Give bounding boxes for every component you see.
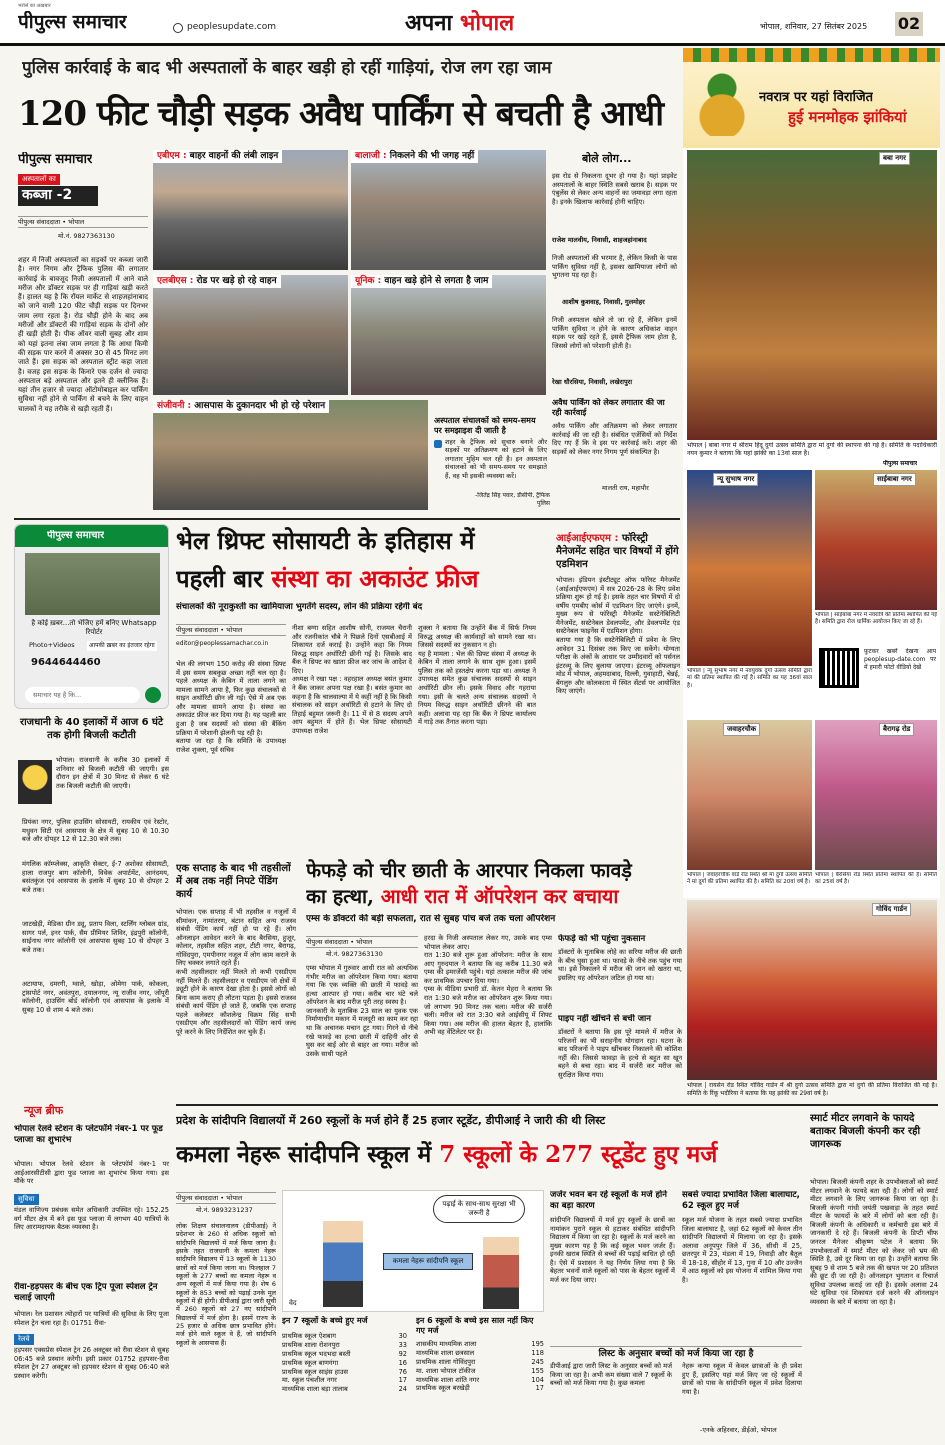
aiims-byline: पीपुल्स संवाददाता • भोपाल [306,936,418,948]
student-count: 17 [398,1376,407,1385]
quote-3-name: रेखा धौरसिया, निवासी, लखेरापुरा [552,378,633,386]
aiims-side-text-2: डॉक्टरों ने बताया कि इस पूरे मामले में मरीज के परिजनों का भी सराहनीय योगदान रहा। घटना के बाद परिजनों ने पाइप खींचकर निकालने की कोशिश नहीं की। जिससे फावड़ा के हत्थे से बहुत सा खून बहने से बचा रहा। बाद में सर्जरी कर मरीज को सुरक्षित किया गया। [558,1028,682,1079]
quote-2-name: आशीष कुशवाह, निवासी, गुलमोहर [562,298,645,306]
photo-tag-2: न्यू सुभाष नगर [713,473,758,486]
brief-1-text: भोपाल। भोपाल रेलवे स्टेशन के प्लेटफॉर्म नंबर-1 पर आईआरसीटीसी द्वारा फूड प्लाजा का शुभारंभ किया गया। इस मौके पर [14,1160,169,1186]
series-title: अस्पतालों का [18,174,60,185]
photo-caption-4: भोपाल | जवाहरचौक वार्ड रोड स्थित श्री मां दुर्गा उत्सव समिति ने मां दुर्गा की प्रतिमा स्थापित की है। समिति का 20वां वर्ष है। [687,872,812,886]
lbs-photo [153,275,348,395]
brief-2-text: भोपाल। रेल प्रशासन त्योहारों पर यात्रियों की सुविधा के लिए पूजा स्पेशल ट्रेन चला रहा है। 01751 रीवा- [14,1310,169,1327]
photo-caption-6: भोपाल | रायसेन रोड स्थित गोविंद गार्डन में श्री दुर्गा उत्सव समिति द्वारा मां दुर्गा की प्रतिमा विराजित की गई है। समिति के रिंकू भदौरिया ने बताया कि यह झांकी का 29वां वर्ष है। [687,1082,937,1097]
photo-tag-3: साईबाबा नगर [873,473,916,486]
quote-1-name: राजेश मालवीय, निवासी, शाहजहांनाबाद [552,236,647,244]
list-text: डीपीआई द्वारा जारी लिस्ट के अनुसार बच्चों को मर्ज किया जा रहा है। अभी कम संख्या वाले 7 स्कूलों के बच्चों को मर्ज किया गया है। कुछ कमला [550,1362,672,1388]
not-merged-list [416,1316,544,1441]
school-byline: पीपुल्स संवाददाता • भोपाल [176,1192,276,1204]
balaji-caption: बालाजी : निकलने की भी जगह नहीं [351,150,478,163]
not-merged-row [416,1349,544,1358]
durga-photo-1 [687,150,937,440]
bhel-sub: संचालकों की नूराकुश्ती का खामियाजा भुगतेंगे सदस्य, लोन की प्रक्रिया रहेगी बंद [176,602,423,612]
photo-caption-1: भोपाल | बाबा नगर में श्रीराम हिंदू दुर्गा उत्सव समिति द्वारा मां दुर्गा की स्थापना की गई है। समिति के पदाधिकारी नयन कुमार ने बताया कि यहां झांकी का 13वां साल है। [687,442,937,458]
merged-row [282,1332,407,1341]
school-mobile: मो.नं. 9893231237 [196,1206,253,1214]
side-name: -जितेंद्र सिंह पवार, डीसीपी, ट्रैफिक पुलिस [475,492,550,507]
aiims-side-head-2: पाइप नहीं खींचने से बची जान [558,1014,651,1024]
cartoon [282,1190,544,1312]
jarjar-head: जर्जर भवन बन रहे स्कूलों के मर्ज होने का बड़ा कारण [550,1190,667,1211]
photo-caption-5: भोपाल | बैरसिया रोड स्थित प्रतिमा स्थापित की है। समिति का 25वां वर्ष है। [815,872,937,886]
student-count: 16 [398,1358,407,1367]
balaji-photo [351,150,546,270]
cartoon-sign: कमला नेहरू सांदीपनि स्कूल [383,1253,473,1270]
whatsapp-caption: है कोई ख़बर...तो भेजिए हमें बनिए Whatsapp रिपोर्टर [31,619,157,637]
lead-headline: 120 फीट चौड़ी सड़क अवैध पार्किंग से बचती है आधी [18,94,663,134]
photo-tag-4: जवाहरचौक [723,723,760,736]
mic-icon[interactable] [145,687,161,703]
durga-photo-2 [687,470,812,666]
aiims-headline-2: का हत्था, आधी रात में ऑपरेशन कर बचाया [306,885,619,908]
school-name: प्राथमिक स्कूल ऐशबाग [282,1332,336,1340]
not-merged-row [416,1358,544,1367]
divider-2 [176,1104,938,1106]
whatsapp-field-1: Photo+Videos [29,641,75,649]
aiims-col-1: एम्स भोपाल में गुरुवार आधी रात को अत्यधिक गंभीर मरीज का ऑपरेशन किया गया। बताया गया कि एक व्यक्ति की छाती में फावड़े का हत्था आरपार हो गया। करीब चार घंटे चले ऑपरेशन के बाद मरीज पूरी तरह स्वस्थ है। जानकारी के मुताबिक 23 साल का युवक एक निर्माणाधीन मकान में मजदूरी का काम कर रहा था कि अचानक मचान टूट गया। गिरने से नीचे रखे फावड़े का हत्था छाती में दाहिनी ओर से घुस कर बाईं ओर से बाहर आ गया। मरीज को उसके साथी पहले [306,964,418,1058]
logo-tagline: भरोसे का अख़बार [18,3,51,9]
masthead [0,0,945,46]
lead-kicker: पुलिस कार्रवाई के बाद भी अस्पतालों के बाहर खड़ी हो रहीं गाड़ियां, रोज लग रहा जाम [22,58,552,78]
student-count: 92 [398,1349,407,1358]
quote-3: निजी अस्पताल खोले तो जा रहे हैं, लेकिन इनमें पार्किंग सुविधा न होने के कारण अधिकांश वाहन सड़क पर खड़े रहते हैं, इससे ट्रैफिक जाम होता है, जिससे लोगों को परेशानी होती है। [552,316,677,350]
bhel-col-3: शुक्ला ने बताया कि उन्होंने बैंक में सिर्फ नियम विरुद्ध अध्यक्ष की कार्यवाहों को सामने रखा था। जिससे सदस्यों का नुकसान न हो। यह है मामला : भेल की थ्रिफ्ट संस्था में अध्यक्ष के केबिन में ताला लगाने के साथ शुरू हुआ। इसमें पुलिस तक को हस्तक्षेप करना पड़ा था। अध्यक्ष ने उपाध्यक्ष समेत कुछ संचालक सदस्यों से साइन अथॉरिटी छीन ली। इसके विवाद और गहराया गया। इसी के चलते अन्य संचालक सदस्यों ने नियम विरुद्ध साइन अथॉरिटी छीनने की बात कही। अलावा यह रहा कि बैंक ने थ्रिफ्ट कार्यालय में गाड़े तक तैनात करना पड़ा। [418,624,536,727]
aiims-mobile: मो.नं. 9827363130 [326,950,383,958]
side-head: अस्पताल संचालकों को समय-समय पर समझाइश दी जाती है [434,416,536,435]
qr-code[interactable] [819,648,859,688]
navratri-title-a: नवरात्र पर यहां विराजित [759,90,874,105]
globe-icon [173,23,183,33]
school-name: माध्यमिक शाला शांति नगर [416,1375,480,1384]
school-name: प्राथमिक स्कूल साइंस हाउस [282,1367,348,1376]
unique-caption: यूनिक : वाहन खड़े होने से लगता है जाम [351,275,492,288]
not-merged-list-items [416,1340,544,1393]
illegal-head: अवैध पार्किंग को लेकर लगातार की जा रही कार्रवाई [552,398,665,417]
news-brief-label: न्यूज ब्रीफ [24,1104,64,1117]
tehsil-headline: एक सप्ताह के बाद भी तहसीलों में अब तक नहीं निपटे पेंडिंग कार्य [176,863,291,900]
whatsapp-logo: पीपुल्स समाचार [47,530,105,541]
list-name: -एनके अहिरवार, डीईओ, भोपाल [700,1426,777,1434]
balaghat-head: सबसे ज्यादा प्रभावित जिला बालाघाट, 62 स्कूल हुए मर्ज [682,1190,800,1211]
student-count: 33 [398,1340,407,1349]
merged-list [282,1316,407,1441]
illegal-name: मालती राय, महापौर [602,484,649,492]
power-headline: राजधानी के 40 इलाकों में आज 6 घंटे तक होगी बिजली कटौती [19,717,164,741]
iifm-body: भोपाल। इंडियन इंस्टीट्यूट ऑफ फॉरेस्ट मैनेजमेंट (आईआईएफएम) में सत्र 2026-28 के लिए प्रवेश प्रक्रिया शुरू हो गई है। इसके तहत चार विषयों में दो वर्षीय एमबीए कोर्स में एडमिशन दिए जाएंगे। इनमें, मुख्य रूप से फॉरेस्ट्री मैनेजमेंट सस्टेनेबिलिटी मैनेजमेंट, सस्टेनेबल डेवलपमेंट, और डेवलपमेंट एंड सस्टेनेबल फाइनेंस में एडमिशन होगा। बताया गया है कि सस्टेनेबिलिटी में प्रवेश के लिए आवेदन 31 दिसंबर तक किए जा सकेंगे। योग्यता परीक्षा के अंकों के आधार पर उम्मीदवारों को पर्सनल इंटरव्यू के लिए बुलाया जाएगा। इंटरव्यू ऑफलाइन मोड में भोपाल, अहमदाबाद, दिल्ली, गुवाहाटी, चेन्नई, बेंगलुरु और कोलकाता में स्थित सेंटर्स पर आयोजित किए जाएंगे। [556,576,680,696]
aiims-col-2: हरदा के निजी अस्पताल लेकर गए, उसके बाद एम्स भोपाल लेकर आए। रात 1:30 बजे शुरू हुआ ऑपरेशन: मरीज के साथ आए गुरुदयाल ने बताया कि वह करीब 11.30 बजे एम्स की इमरजेंसी पहुंचे। यहां तत्काल मरीज की जांच कर प्राथमिक उपचार दिया गया। एम्स के मीडिया प्रभारी डॉ. केतन मेहरा ने बताया कि रात 1:30 बजे मरीज का ऑपरेशन शुरू किया गया। जो लगभग 90 मिनट तक चला। मरीज की सर्जरी चली। मरीज को रात 3:30 बजे आईसीयू में शिफ्ट किया गया। अब मरीज की हालत बेहतर है, हालांकि अभी वह वेंटिलेटर पर है। [424,934,552,1037]
not-merged-row [416,1376,544,1385]
cartoon-signature: वेद [289,1299,297,1307]
sanjeevani-caption: संजीवनी : आसपास के दुकानदार भी हो रहे परेशान [153,400,329,413]
series-box [18,150,148,254]
student-count: 24 [398,1385,407,1394]
newspaper-logo: पीपुल्स समाचार [18,11,127,33]
school-name: माध्यमिक शाला छत्रसाल [416,1348,475,1357]
quote-icon [434,440,442,448]
lead-byline: पीपुल्स संवाददाता • भोपाल [18,216,148,228]
power-list [14,818,169,1088]
photo-tag-1: बबा नगर [879,152,910,165]
section-title-b: भोपाल [459,10,515,36]
not-merged-row [416,1384,544,1393]
website-link[interactable]: peoplesupdate.com [187,22,276,32]
abm-photo [153,150,348,270]
cartoon-figure-1 [323,1221,363,1307]
durga-photo-6 [687,900,937,1080]
durga-photo-3 [815,470,937,610]
iifm-headline: आईआईएफएम : फॉरेस्ट्री मैनेजमेंट सहित चार विषयों में होंगे एडमिशन [556,533,679,570]
list-head: लिस्ट के अनुसार बच्चों को मर्ज किया जा रहा है [550,1346,802,1360]
power-item-4: अटायाफ, दमरगी, ग्वाले, खोड़ा, ओमेगा पार्क, कोकला, ट्रांसपोर्ट नगर, अवंतपुरा, दयालनगर, न्यू राजीव नगर, जोंपूरी कॉलोनी, हाउसिंग बोर्ड कॉलोनी एवं आसपास के इलाके में सुबह 10 से शाम 4 बजे तक। [22,980,169,1014]
unique-photo [351,275,546,395]
side-text: शहर के ट्रैफिक को सुचारु बनाने और सड़कों पर अतिक्रमण को हटाने के लिए लगातार मुहिम चल रही है। इन अस्पताल संचालकों को भी समय-समय पर समझाते हैं, वह भी इसकी व्यवस्था करें। [445,438,547,480]
not-merged-row [416,1367,544,1376]
dateline: भोपाल, शनिवार, 27 सितंबर 2025 [760,22,868,31]
student-count: 17 [535,1384,544,1393]
photo-tag-5: बैरागढ़ रोड [879,723,914,736]
brief-2-headline: रीवा-हड़पसर के बीच एक ट्रिप पूजा स्पेशल ट्रेन चलाई जाएगी [14,1282,158,1303]
aiims-headline-1: फेफड़े को चीर छाती के आरपार निकला फावड़े [306,859,632,882]
durga-photo-5 [815,720,937,870]
power-item-2: मंगलिक कॉम्प्लेक्स, आकृति सेक्टर, ई-7 अशोका सोसायटी, हाला राजपुर बाग कॉलोनी, विवेक अपार्टमेंट, आनंदमय, बसंतकुंज एवं आसपास के इलाके में सुबह 10 से दोपहर 2 बजे तक। [22,860,169,894]
school-name: मा. स्कूल पंचशील नगर [282,1376,337,1385]
school-name: प्राथमिक शाला रोशनपुरा [282,1340,340,1349]
student-count: 195 [531,1340,544,1348]
section-title-a: अपना [405,10,453,36]
bulb-icon [18,760,52,804]
school-name: प्राथमिक स्कूल भदभदा बस्ती [282,1349,351,1358]
brief-1-headline: भोपाल रेलवे स्टेशन के प्लेटफॉर्म नंबर-1 पर फूड प्लाजा का शुभारंभ [14,1124,163,1145]
balaghat-text: स्कूल मर्ज योजना के तहत सबसे ज्यादा प्रभावित जिला बालाघाट है, जहां 62 स्कूलों को केवल तीन सांदीपनि विद्यालयों में मिलाया जा रहा है। इसके अलावा अनूपपुर जिले में 36, सीधी में 25, छतरपुर में 23, मंडला में 19, निवाड़ी और बैतूल में 18-18, सीहोर में 13, गुना में 10 और उज्जैन में आठ स्कूलों को इस योजना में शामिल किया गया है। [682,1216,802,1284]
not-merged-row [416,1340,544,1349]
bhel-email: editor@peoplessamachar.co.in [176,640,269,647]
merged-row [282,1341,407,1350]
school-name: मा. शाला भोपाल टॉकीज [416,1366,476,1375]
bhel-col-1: भेल की लगभग 150 करोड़ की संस्था थ्रिफ्ट में इस समय सबकुछ अच्छा नहीं चल रहा है। पहले अध्यक्ष के केबिन में ताला लगने का मामला सामने आया है, फिर कुछ संचालकों से साइन अथॉरिटी छीन ली गई। ऐसे में अब एक और मामला सामने आया है। संस्था का अकाउंट फ्रीज कर दिया गया है। यह पहली बार हुआ है जब सदस्यों को संस्था की बैंकिंग प्रक्रिया में परेशानी झेलनी पड़ रही है। बताया जा रहा है कि समिति के उपाध्यक्ष राजेश शुक्ला, पूर्व सचिव [176,660,286,754]
smart-headline: स्मार्ट मीटर लगवाने के फायदे बताकर बिजली कंपनी कर रही जागरूक [810,1113,921,1150]
school-name: प्राथमिक स्कूल बाणगंगा [282,1358,339,1367]
student-count: 118 [531,1348,544,1357]
merged-row [282,1359,407,1368]
sanjeevani-photo [153,400,428,510]
aiims-sub: एम्स के डॉक्टरों की बड़ी सफलता, रात से सुबह पांच बजे तक चला ऑपरेशन [306,914,556,924]
smart-body: भोपाल। बिजली कंपनी शहर के उपभोक्ताओं को स्मार्ट मीटर लगवाने के फायदे बता रही है। लोगों को स्मार्ट मीटर लगवाने के लिए जागरूक किया जा रहा है। बिजली कंपनी गांधी जयंती पखवाड़ा के तहत स्मार्ट मीटर के फायदों के बारे में लोगों को बता रही है। बिजली कंपनी के अधिकारी व कर्मचारी इस बारे में जानकारी दे रहे हैं। बिजली कंपनी के डिप्टी चीफ जनरल मैनेजर श्रीकृष्ण पटेल ने बताया कि उपभोक्ताओं में स्मार्ट मीटर को लेकर जो भ्रम की स्थिति है, उसे दूर किया जा रहा है। उन्होंने बताया कि सुबह 9 से शाम 5 बजे तक की खपत पर 20 प्रतिशत की छूट दी जा रही है। ऑनलाइन भुगतान व रिचार्ज सुविधा उपलब्ध कराई जा रही है। इसके अलावा 24 घंटे सुविधा एवं शिकायत दर्ज करने की ऑनलाइन व्यवस्था के बारे में बताया जा रहा है। [810,1178,938,1306]
lead-mobile: मो.नं. 9827363130 [58,232,115,240]
quote-1: इस रोड से निकलना दूभर हो गया है। यहां प्राइवेट अस्पतालों के बाहर स्थिति सबसे खराब है। सड़क पर एंबुलेंस से लेकर अन्य वाहनों का जमावड़ा लगा रहता है। इनके खिलाफ कार्रवाई होनी चाहिए। [552,172,677,206]
quote-2: निजी अस्पतालों की भरमार है, लेकिन किसी के पास पार्किंग सुविधा नहीं है, इसका खामियाजा लोगों को भुगतना पड़ रहा है। [552,254,677,280]
student-count: 76 [398,1367,407,1376]
brief-1-tag: सुविधा [14,1194,39,1205]
series-logo: पीपुल्स समाचार [18,152,93,167]
brief-2-text-b: हड़पसर एक्सप्रेस स्पेशल ट्रेन 26 अक्टूबर को रीवा स्टेशन से सुबह 06:45 बजे प्रस्थान करेगी। इसी प्रकार 01752 हड़पसर-रीवा स्पेशल ट्रेन 27 अक्टूबर को हड़पसर स्टेशन से सुबह 06:40 बजे प्रस्थान करेगी। [14,1346,169,1380]
student-count: 155 [531,1366,544,1375]
power-item-1: प्रियंका नगर, पुलिस हाउसिंग सोसायटी, रायकीय एवं रेस्टोर, मधुवन सिटी एवं आसपास के क्षेत्र में सुबह 10 से 10.30 बजे और दोपहर 12 से 12.30 बजे तक। [22,818,169,844]
section-title [405,10,514,38]
illegal-text: अवैध पार्किंग और अतिक्रमण को लेकर लगातार कार्रवाई की जा रही है। संबंधित एजेंसियों को निर्देश दिए गए हैं कि वे इस पर कार्रवाई करें। शहर की सड़कों को लेकर नगर निगम पूर्ण संकल्पित है। [552,422,677,456]
merged-row [282,1350,407,1359]
bhel-byline: पीपुल्स संवाददाता • भोपाल [176,624,286,636]
merged-list-title: इन 7 स्कूलों के बच्चे हुए मर्ज [282,1316,368,1325]
school-name: शासकीय माध्यमिक शाला [416,1340,477,1348]
page-number: 02 [895,12,923,36]
whatsapp-field-2: आपकी ख़बर का इंतजार रहेगा [89,642,155,649]
divider-1 [14,518,680,520]
abm-caption: एबीएम : बाहर वाहनों की लंबी लाइन [153,150,282,163]
bole-title: बोले लोग... [582,152,632,165]
school-headline: कमला नेहरू सांदीपनि स्कूल में 7 स्कूलों के 277 स्टूडेंट हुए मर्ज [176,1141,718,1168]
merged-row [282,1385,407,1394]
whatsapp-number[interactable]: 9644644460 [31,657,101,668]
student-count: 245 [531,1357,544,1366]
power-intro: भोपाल। राजधानी के करीब 30 इलाकों में शनिवार को बिजली कटौती की जाएगी। इस दौरान इन क्षेत्रों में 30 मिनट से लेकर 6 घंटे तक बिजली कटौती की जाएगी। [56,756,169,790]
whatsapp-ad [14,524,169,709]
list-text-2: नेहरू कन्या स्कूल में केवल छात्राओं के ही प्रवेश हुए हैं, इसलिए यहां मर्ज किए जा रहे स्कूलों में छात्रों को पास के सांदीपनि स्कूल में प्रवेश दिलाया गया है। [682,1362,802,1396]
tehsil-body: भोपाल। एक सप्ताह में भी तहसील व नजूलों में सीमांकन, नामांतरण, बंटान सहित अन्य राजस्व संबंधी पेंडिंग कार्य नहीं हो पा रहे हैं। लोग ऑनलाइन आवेदन करने के बाद बैरसिया, हुजूर, कोलार, तहसील सहित शहर, टीटी नगर, बैरागढ़, गोविंदपुरा, एमपीनगर नजूल में लोग काम कराने के लिए चक्कर लगाते रहते हैं। कभी तहसीलदार नहीं मिलते तो कभी एसडीएम नहीं मिलते हैं। तहसीलदार व एसडीएम जो क्षेत्रों में ड्यूटी होने के कारण देखा होता है। इससे लोगों को बिना काम कराए ही लौटना पड़ता है। इससे राजस्व संबंधी कार्य पेंडिंग हो जाते हैं, जबकि एक सप्ताह पहले कलेक्टर कौशलेन्द्र विक्रम सिंह सभी एसडीएम और तहसीलदारों को पेंडिंग कार्य जल्द पूरे करने के लिए निर्देशित कर चुके हैं। [176,908,296,1036]
qr-text: फ़ुटकर खबरें देखना आप peoplesup-date.com पर में हमारी फोटो वीडियो देखें [864,648,936,671]
power-item-3: जाटखेड़ी, मेडिका ग्रीन ड्यू, प्रताप विला, स्टर्लिंग ग्लोबल ग्रांड, सागर पर्ल, इनर पार्क, सैम प्रीमियर शिविर, इंद्रपुरी कॉलोनी, साईनाथ नगर कॉलोनी एवं आसपास सुबह 10 से दोपहर 3 बजे तक। [22,920,169,954]
toran-decor [683,48,940,62]
navratri-panel [683,48,940,898]
school-body: लोक शिक्षण संचालनालय (डीपीआई) ने प्रदेशभर के 260 से अधिक स्कूलों को सांदीपनि विद्यालयों में मर्ज किया जाना है। इसके तहत राजधानी के कमला नेहरू सांदीपनि विद्यालय में 13 स्कूलों के 1130 छात्रों को मर्ज किया जाना था। फिलहाल 7 स्कूलों के 277 बच्चों का कमला नेहरू व अन्य स्कूलों में मर्ज किया गया है। शेष 6 स्कूलों के 853 बच्चों को पढ़ाई उनके मूल स्कूलों में ही होगी। डीपीआई द्वारा जारी सूची में 260 स्कूलों को 27 नए सांदीपनि विद्यालयों में मर्ज होना है। इसमें राज्य के 25 हजार से अधिक छात्र प्रभावित होंगे। मर्ज होने वाले स्कूल वे हैं, जो सांदीपनि स्कूलों के आसपास हैं। [176,1222,276,1347]
not-merged-list-title: इन 6 स्कूलों के बच्चे इस साल नहीं किए गए मर्ज [416,1316,534,1335]
bhel-headline-2: पहली बार संस्था का अकाउंट फ्रीज [176,564,479,593]
news-brief [14,1096,169,1441]
aiims-side-head-1: फेफड़े को भी पहुंचा नुकसान [558,934,646,944]
whatsapp-image [25,553,160,615]
school-name: माध्यमिक शाला बड़ा तालाब [282,1385,348,1394]
photo-credit-1: पीपुल्स समाचार [883,460,918,467]
school-name: प्राथमिक स्कूल बरखेड़ी [416,1384,470,1393]
school-name: प्राथमिक शाला गोविंदपुरा [416,1357,476,1366]
photo-tag-6: गोविंद गार्डन [872,903,911,916]
photo-caption-2: भोपाल | न्यू सुभाष नगर में नवयुवक दुर्गा उत्सव समिति द्वारा मां की प्रतिमा स्थापित की गई है। समिति का यह 36वां साल है। [687,668,812,689]
navratri-banner [683,48,940,148]
school-kicker: प्रदेश के सांदीपनि विद्यालयों में 260 स्कूलों के मर्ज होने हैं 25 हजार स्टूडेंट, डीपीआई ने जारी की थी लिस्ट [176,1114,606,1127]
merged-row [282,1368,407,1377]
bhel-headline-1: भेल थ्रिफ्ट सोसायटी के इतिहास में [176,526,475,555]
cartoon-figure-2 [483,1237,519,1309]
bhel-col-2: नीशा बग्गा सहित आशीष सोनी, राजमल चैरानी और रजनीकांत चौबे ने पिछले दिनों एसबीआई में शिकायत दर्ज कराई है। उन्होंने कहा कि नियम विरुद्ध साइन अथॉरिटी छीनी गई है। जिसके बाद बैंक ने थ्रिफ्ट का खाता फ्रीज कर जांच के आदेश दे दिए। अध्यक्ष ने रखा पक्ष : वहरहाल अध्यक्ष बसंत कुमार ने बैंक जाकर अपना पक्ष रखा है। बसंत कुमार का कहना है कि चालवाल्या में ये कहीं नहीं है कि किसी संचालक को साइन अथॉरिटी से हटाने के लिए दो तिहाई बहुमत जरूरी है। 11 में से 8 सदस्य अपने आप बहुमत में होते हैं। भेल थ्रिफ्ट सोसायटी उपाध्यक्ष राजेश [292,624,412,735]
lead-body: शहर में निजी अस्पतालों का सड़कों पर कब्जा जारी है। नगर निगम और ट्रैफिक पुलिस की लगातार कार्रवाई के बावजूद निजी अस्पतालों में आने वाले मरीज और डॉक्टर सड़क पर ही गाड़ियां खड़ी करते हैं। हालत यह है कि रॉयल मार्केट से शाहजहांनाबाद को जाने वाली 120 फीट चौड़ी सड़क पर दिनभर जाम लगा रहता है। रोड चौड़ी होने के बाद अब मरीजों और डॉक्टरों की गाड़ियां सड़क के दोनों ओर ही खड़ी होती हैं। पीक ऑवर वाली सुबह और शाम को यहां इतना लंबा जाम लगता है कि आधा किमी की सड़क पार करने में अक्सर 30 से 45 मिनट लग जाते हैं। इस सड़क को अस्पताल स्ट्रीट कहा जाता है। वजह इस सड़क के किनारे एक दर्जन से ज्यादा अस्पताल बड़े अस्पताल और इतने ही क्लीनिक हैं। यहां तीन हजार से ज्यादा ऑटोमोबाइल कर पार्किंग सुविधा नहीं होने से पार्किंग से बचने के लिए वाहन चालकों ने यह तरीके से खड़ी रहती हैं। [18,256,148,413]
lbs-caption: एलबीएस : रोड पर खड़े हो रहे वाहन [153,275,281,288]
navratri-title-b: हुई मनमोहक झांकियां [788,108,907,126]
student-count: 30 [398,1332,407,1340]
brief-1-text-b: मंडल वाणिज्य प्रबंधक समेत अधिकारी उपस्थित रहे। 152.25 वर्ग मीटर क्षेत्र में बने इस फूड प्लाजा में लगभग 40 यात्रियों के लिए आरामदायक बैठक व्यवस्था है। [14,1206,169,1232]
durga-photo-4 [687,720,812,870]
photo-caption-3: भोपाल | साईबाबा नगर में नवरात्रि की प्रतिमा स्थापित की गई है। समिति द्वारा रोज धार्मिक आयोजन किए जा रहे हैं। [815,612,937,626]
jarjar-text: सांदीपनि विद्यालयों में मर्ज हुए स्कूलों के छात्रों का नामांकन पुराने स्कूल से हटाकर संबंधित सांदीपनि विद्यालय में किया जा रहा है। स्कूलों के मर्ज करने का मुख्य कारण यह है कि कई स्कूल भवन जर्जर हैं। इनकी खराब स्थिति से बच्चों की पढ़ाई बाधित हो रही है। ऐसे में प्रशासन ने यह निर्णय लिया गया है कि बेहतर भवनों वाले स्कूलों को पास के बेहतर स्कूलों में मर्ज कर दिया जाए। [550,1216,675,1284]
whatsapp-input[interactable]: समाचार यह है कि... [25,687,140,703]
aiims-side-text-1: डॉक्टरों के मुताबिक लोहे का सरिया मरीज की छाती के बीच घुसा हुआ था। फावड़े के नीचे तक पहुंच गया था। इसे निकालने में मरीज की जान को खतरा था, इसलिए यह ऑपरेशन जटिल हो गया था। [558,948,682,982]
cartoon-bubble: पढ़ाई के साथ-साथ सुरक्षा भी जरूरी है [433,1195,525,1223]
merged-row [282,1376,407,1385]
brief-2-tag: रेलवे [14,1334,34,1345]
merged-list-items [282,1332,407,1394]
kalash-image [697,72,747,136]
bole-log [552,150,677,510]
series-name: कब्जा -2 [18,186,98,206]
student-count: 104 [531,1375,544,1384]
